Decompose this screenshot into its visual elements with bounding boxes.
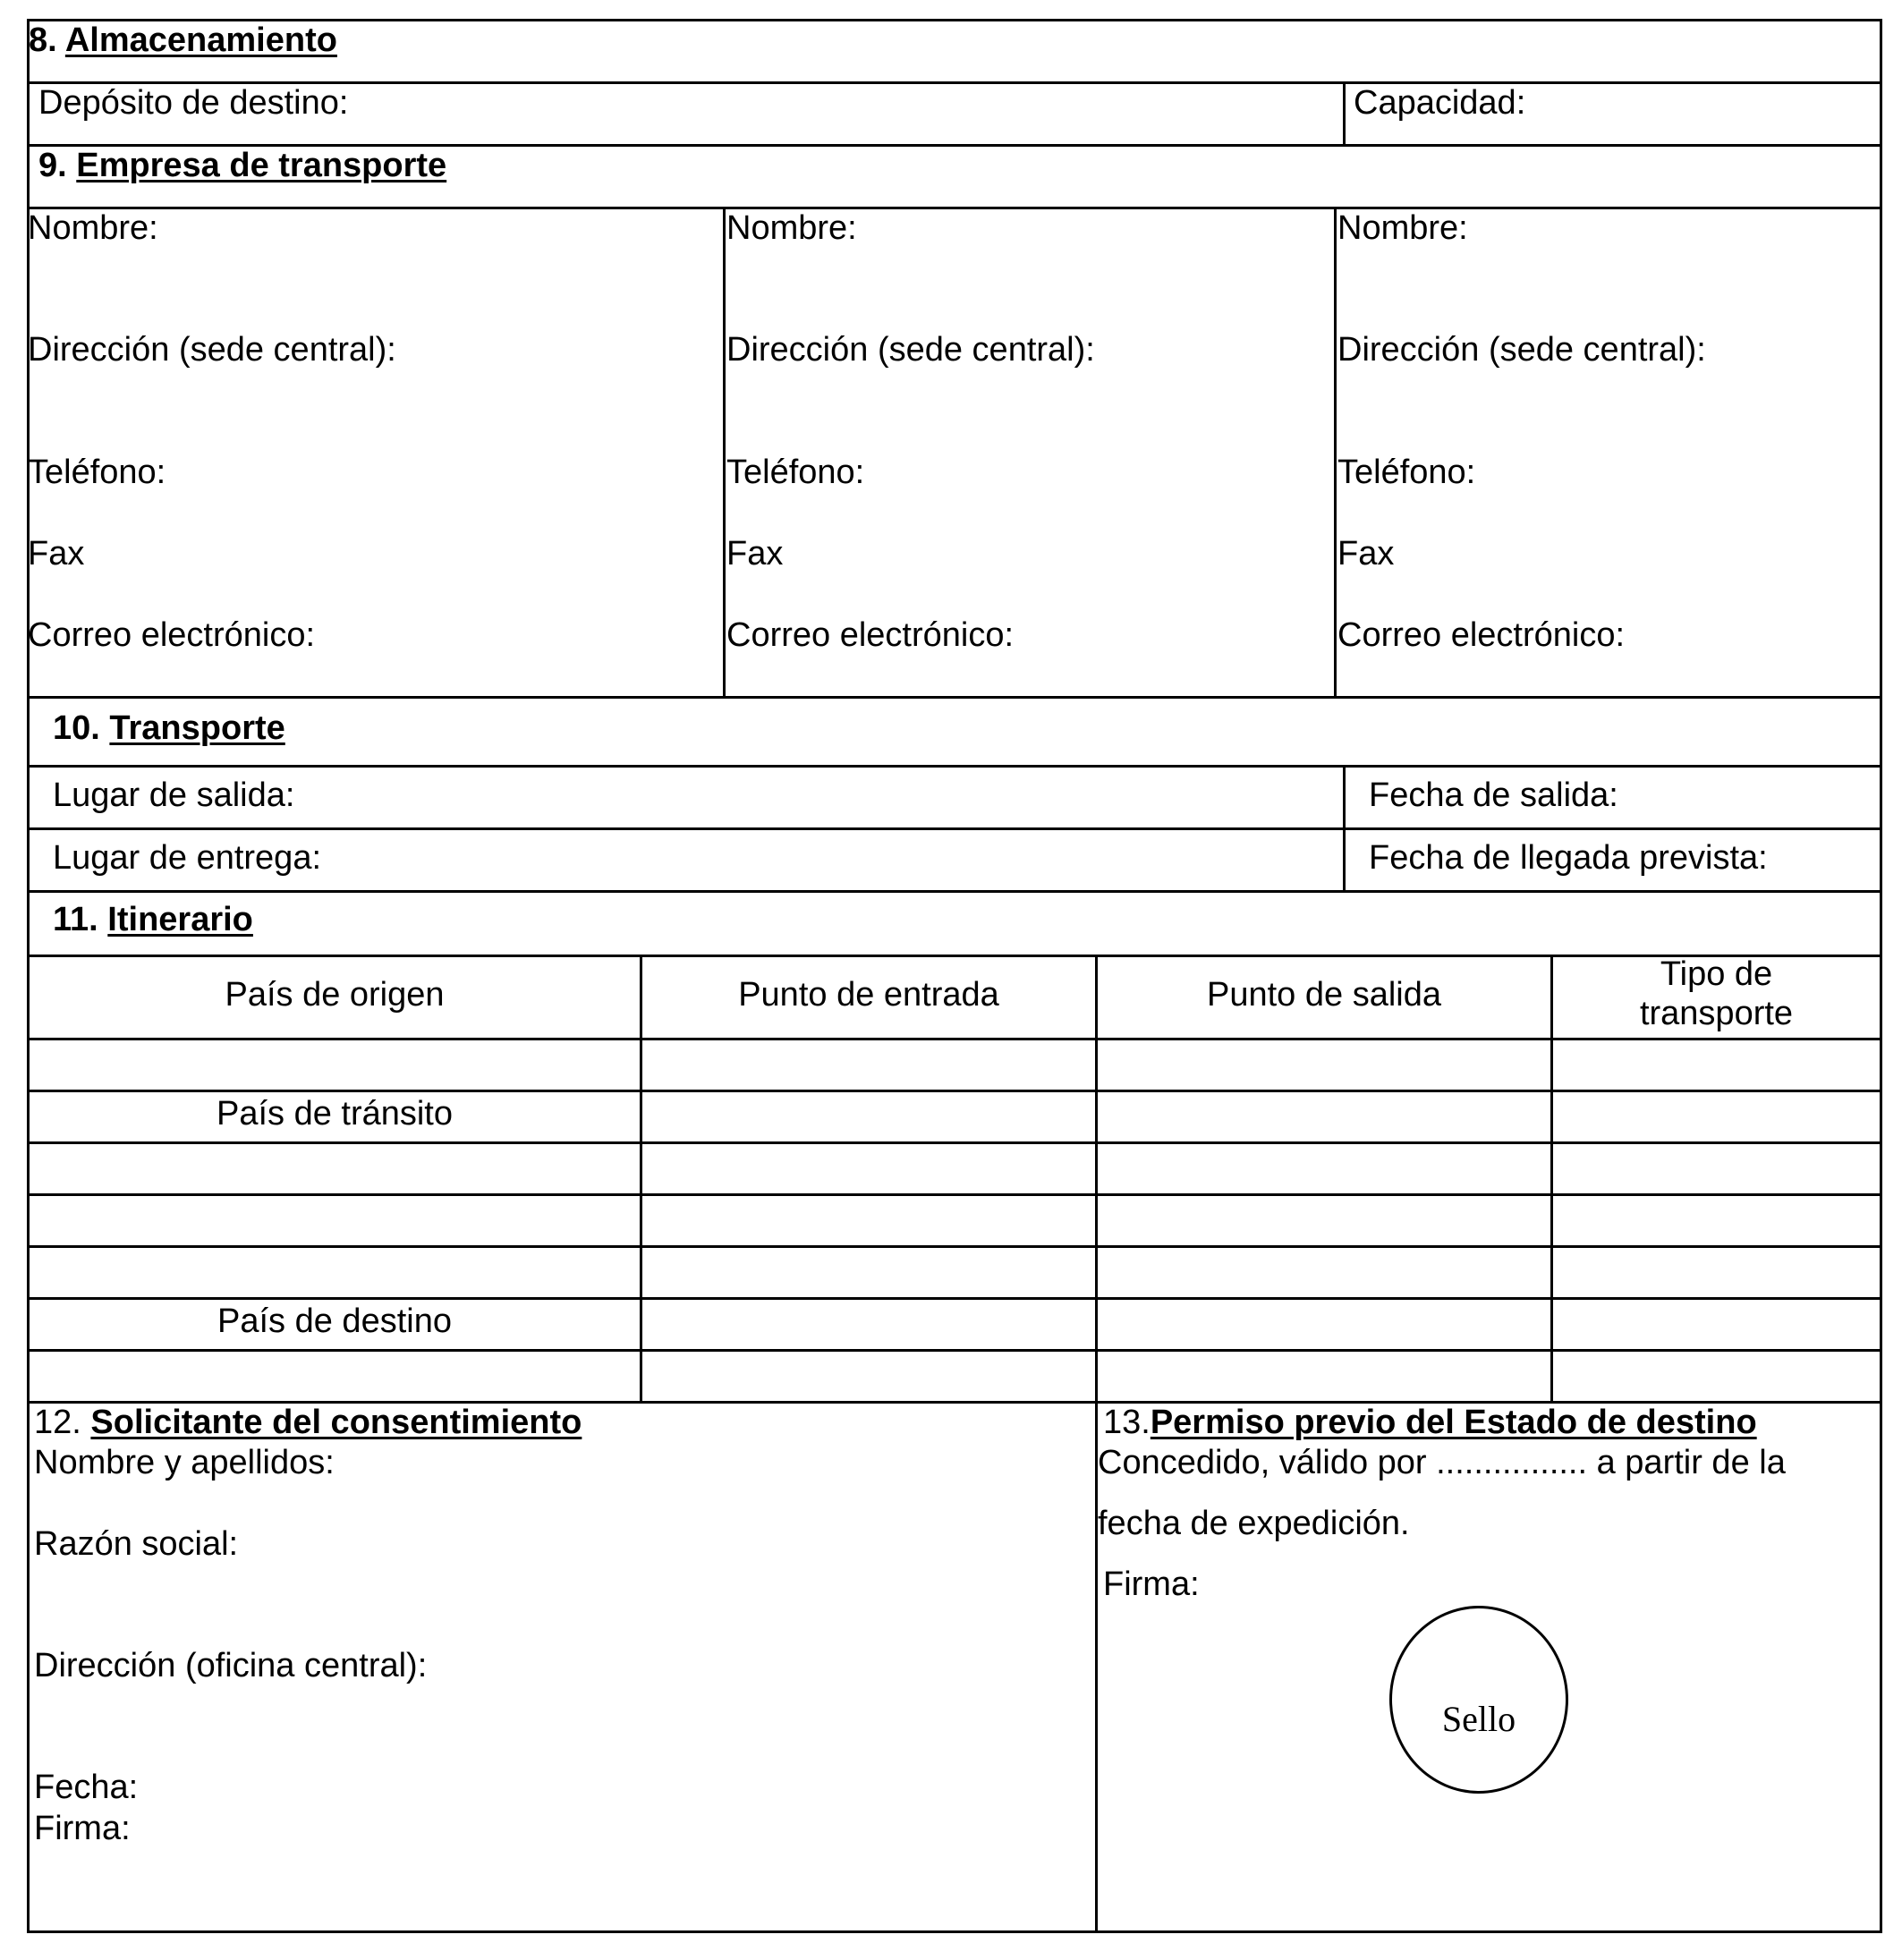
section-9-heading [38,148,446,185]
rule-h [27,1245,1882,1248]
rule-h [27,1038,1882,1040]
rule-right [1880,19,1882,1933]
section-11-number: 11. [53,901,98,938]
section-11-title: Itinerario [107,901,253,938]
fecha-salida-label: Fecha de salida: [1369,776,1618,814]
lugar-entrega-label: Lugar de entrega: [53,839,322,877]
rule-h [27,1297,1882,1300]
rule-left [27,19,30,1933]
carrier-3-correo: Correo electrónico: [1337,616,1626,654]
carrier-1-nombre: Nombre: [28,209,158,247]
permiso-line-2: fecha de expedición. [1098,1505,1410,1542]
rule-v [640,955,642,1404]
rule-h [27,207,1882,209]
carrier-1-fax: Fax [28,535,85,573]
header-punto-entrada: Punto de entrada [738,976,999,1014]
rule-v [1343,765,1346,892]
section-11-heading [53,902,253,939]
carrier-1-direccion: Dirección (sede central): [28,331,396,369]
row-pais-destino: País de destino [217,1302,452,1340]
carrier-3-direccion: Dirección (sede central): [1337,331,1706,369]
carrier-3-telefono: Teléfono: [1337,454,1476,491]
section-10-title: Transporte [109,709,285,747]
capacidad-label: Capacidad: [1354,84,1526,122]
lugar-salida-label: Lugar de salida: [53,776,295,814]
seal-label: Sello [1441,1699,1516,1739]
rule-h [27,1193,1882,1196]
carrier-2-telefono: Teléfono: [726,454,865,491]
header-pais-origen: País de origen [225,976,445,1014]
section-13-number: 13. [1103,1404,1151,1441]
section-10-number: 10. [53,709,100,747]
permiso-firma-label: Firma: [1103,1565,1200,1603]
header-tipo-transporte-line2: transporte [1639,995,1794,1032]
solicitante-razon-label: Razón social: [34,1525,239,1563]
carrier-3-fax: Fax [1337,535,1395,573]
solicitante-firma-label: Firma: [34,1810,131,1847]
solicitante-direccion-label: Dirección (oficina central): [34,1647,428,1684]
section-9-number: 9. [38,147,67,184]
solicitante-fecha-label: Fecha: [34,1769,139,1806]
section-13-title: Permiso previo del Estado de destino [1150,1404,1757,1441]
rule-h [27,1349,1882,1352]
section-10-heading [53,710,285,748]
rule-v [1343,81,1346,146]
rule-h [27,890,1882,893]
section-12-title: Solicitante del consentimiento [90,1404,582,1441]
rule-h [27,1090,1882,1092]
rule-v [1334,207,1337,699]
section-13-heading [1103,1404,1757,1442]
fecha-llegada-label: Fecha de llegada prevista: [1369,839,1768,877]
carrier-2-fax: Fax [726,535,784,573]
header-tipo-transporte-line1: Tipo de [1660,955,1773,993]
deposito-destino-label: Depósito de destino: [38,84,349,122]
carrier-1-telefono: Teléfono: [28,454,166,491]
rule-h [27,827,1882,830]
permiso-line-1: Concedido, válido por ................ a partir de la [1098,1444,1786,1481]
carrier-2-direccion: Dirección (sede central): [726,331,1095,369]
carrier-2-correo: Correo electrónico: [726,616,1015,654]
row-pais-transito: País de tránsito [216,1095,454,1133]
rule-h [27,1141,1882,1144]
seal-circle [1389,1606,1568,1794]
rule-bottom [27,1930,1882,1933]
section-8-title: Almacenamiento [64,21,337,59]
section-8-number: 8. [29,21,57,59]
rule-v [723,207,726,699]
rule-h [27,696,1882,699]
carrier-1-correo: Correo electrónico: [28,616,316,654]
carrier-2-nombre: Nombre: [726,209,857,247]
section-12-heading [34,1404,582,1442]
header-punto-salida: Punto de salida [1207,976,1441,1014]
rule-h [27,765,1882,768]
solicitante-nombre-label: Nombre y apellidos: [34,1444,335,1481]
section-12-number: 12. [34,1404,81,1441]
section-9-title: Empresa de transporte [76,147,447,184]
carrier-3-nombre: Nombre: [1337,209,1468,247]
section-8-heading [29,22,337,60]
